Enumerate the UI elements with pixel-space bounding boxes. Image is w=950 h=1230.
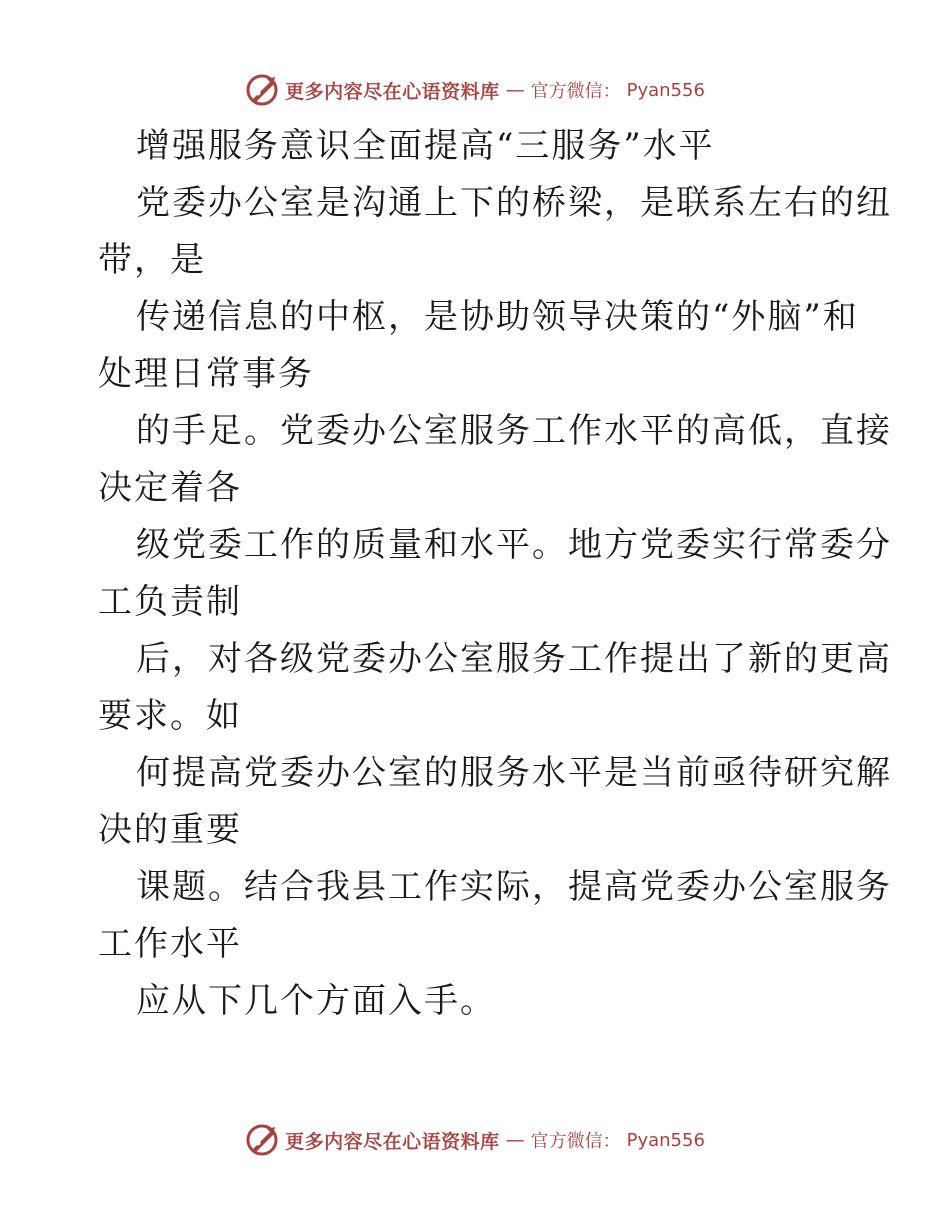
banner-text: 更多内容尽在心语资料库 — [285, 80, 500, 103]
paragraph-line: 党委办公室是沟通上下的桥梁，是联系左右的纽 — [136, 183, 892, 223]
banner-wechat-label: 官方微信： — [530, 81, 621, 102]
paragraph-line: 后，对各级党委办公室服务工作提出了新的更高 — [136, 639, 892, 679]
banner-separator: — — [505, 79, 525, 101]
paragraph-line: 传递信息的中枢，是协助领导决策的“外脑”和 — [136, 297, 859, 337]
paragraph-line: 工作水平 — [98, 924, 242, 964]
quill-pen-logo-icon — [245, 73, 279, 107]
paragraph-line: 要求。如 — [98, 696, 242, 736]
banner-wechat-id: Pyan556 — [626, 1129, 705, 1151]
banner-separator: — — [505, 1129, 525, 1151]
footer-banner — [0, 1120, 950, 1160]
paragraph-line: 决定着各 — [98, 468, 242, 508]
header-banner — [0, 70, 950, 110]
paragraph-line: 决的重要 — [98, 810, 242, 850]
banner-wechat-id: Pyan556 — [626, 79, 705, 101]
paragraph-line: 级党委工作的质量和水平。地方党委实行常委分 — [136, 525, 892, 565]
paragraph-line: 带，是 — [98, 240, 206, 280]
paragraph-line: 应从下几个方面入手。 — [136, 981, 496, 1021]
paragraph-line: 工负责制 — [98, 582, 242, 622]
paragraph-line: 课题。结合我县工作实际，提高党委办公室服务 — [136, 867, 892, 907]
paragraph-line: 的手足。党委办公室服务工作水平的高低，直接 — [136, 411, 892, 451]
banner-wechat-label: 官方微信： — [530, 1131, 621, 1152]
document-title: 增强服务意识全面提高“三服务”水平 — [136, 126, 715, 166]
quill-pen-logo-icon — [245, 1123, 279, 1157]
banner-text: 更多内容尽在心语资料库 — [285, 1130, 500, 1153]
paragraph-line: 处理日常事务 — [98, 354, 314, 394]
document-body — [98, 118, 892, 1030]
paragraph-line: 何提高党委办公室的服务水平是当前亟待研究解 — [136, 753, 892, 793]
